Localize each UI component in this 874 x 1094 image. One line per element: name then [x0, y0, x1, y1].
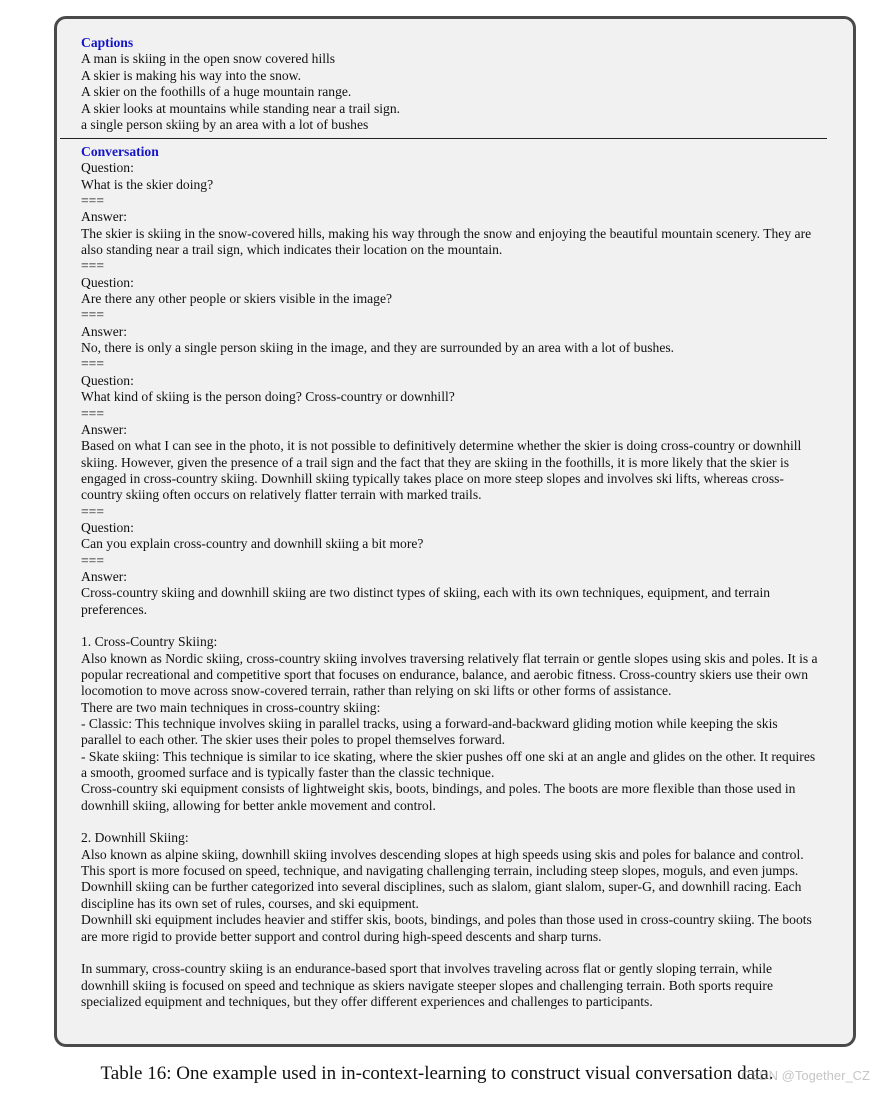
- separator: ===: [81, 405, 104, 421]
- answer-text: No, there is only a single person skiing in the image, and they are surrounded by an area with a lot of bushes.: [81, 340, 675, 356]
- blank-line: [81, 945, 821, 961]
- separator: ===: [81, 193, 104, 209]
- answer-label: Answer:: [81, 323, 128, 339]
- question-text: What kind of skiing is the person doing? Cross-country or downhill?: [81, 389, 455, 405]
- answer-text: The skier is skiing in the snow-covered hills, making his way through the snow and enjoying the beautiful mountain scenery. They are also standing near a trail sign, which indicates their location on the mountain.: [81, 225, 812, 258]
- summary-paragraph: In summary, cross-country skiing is an endurance-based sport that involves traveling across flat or gently sloping terrain, while downhill skiing is focused on speed and technique as skiers navigate steeper slopes and challenging terrain. Both sports require specialized equipment and techniques, but they offer different experiences and challenges to participants.: [81, 961, 773, 1009]
- separator: ===: [81, 552, 104, 568]
- separator: ===: [81, 356, 104, 372]
- downhill-paragraph: Downhill ski equipment includes heavier and stiffer skis, boots, bindings, and poles than those used in cross-country skiing. The boots are more rigid to provide better support and control during high-speed descents and sharp turns.: [81, 912, 812, 944]
- caption-line: A man is skiing in the open snow covered hills: [81, 51, 336, 67]
- question-label: Question:: [81, 274, 134, 290]
- example-box: [54, 16, 856, 1047]
- captions-title: Captions: [81, 35, 134, 50]
- answer-label: Answer:: [81, 209, 128, 225]
- answer-text: Based on what I can see in the photo, it is not possible to definitively determine whether the skier is doing cross-country or downhill skiing. However, given the presence of a trail sign and the fact that they are skiing in the foothills, it is more likely that the skier is engaged in cross-country skiing. Downhill skiing typically takes place on more steep slopes and involves ski lifts, whereas cross-country skiing often occurs on relatively flatter terrain with marked trails.: [81, 438, 802, 503]
- cross-country-paragraph: There are two main techniques in cross-country skiing:: [81, 699, 381, 715]
- separator: ===: [81, 503, 104, 519]
- blank-line: [81, 618, 821, 634]
- blank-line: [81, 814, 821, 830]
- question-text: Are there any other people or skiers visible in the image?: [81, 291, 393, 307]
- cross-country-paragraph: Also known as Nordic skiing, cross-country skiing involves traversing relatively flat terrain or gentle slopes using skis and poles. It is a popular recreational and competitive sport that focuses on endurance, balance, and aerobic fitness. Cross-country skiers use their own locomotion to move across snow-covered terrain, rather than relying on ski lifts or other forms of assistance.: [81, 650, 818, 699]
- answer-label: Answer:: [81, 568, 128, 584]
- question-text: Can you explain cross-country and downhill skiing a bit more?: [81, 536, 424, 552]
- question-label: Question:: [81, 519, 134, 535]
- cross-country-paragraph: - Skate skiing: This technique is similar to ice skating, where the skier pushes off one ski at an angle and glides on the other. It requires a smooth, groomed surface and is typically faster than the classic technique.: [81, 748, 816, 781]
- downhill-paragraph: Also known as alpine skiing, downhill skiing involves descending slopes at high speeds using skis and poles for balance and control. This sport is more focused on speed, technique, and navigating challenging terrain, including steep slopes, moguls, and even jumps.: [81, 846, 804, 879]
- caption-line: A skier on the foothills of a huge mountain range.: [81, 84, 352, 100]
- table-caption: Table 16: One example used in in-context-learning to construct visual conversation data.: [100, 1063, 774, 1084]
- separator: ===: [81, 307, 104, 323]
- conversation-section: [81, 144, 821, 1010]
- separator: ===: [81, 258, 104, 274]
- downhill-heading: 2. Downhill Skiing:: [81, 830, 189, 846]
- caption-line: A skier is making his way into the snow.: [81, 67, 302, 83]
- section-divider: [60, 138, 827, 139]
- answer-label: Answer:: [81, 421, 128, 437]
- captions-section: [81, 35, 821, 133]
- watermark: CSDN @Together_CZ: [741, 1068, 870, 1083]
- question-label: Question:: [81, 160, 134, 176]
- answer-intro: Cross-country skiing and downhill skiing are two distinct types of skiing, each with its own techniques, equipment, and terrain preferences.: [81, 585, 771, 617]
- conversation-title: Conversation: [81, 144, 159, 159]
- downhill-paragraph: Downhill skiing can be further categorized into several disciplines, such as slalom, giant slalom, super-G, and downhill racing. Each discipline has its own set of rules, courses, and ski equipment.: [81, 879, 802, 911]
- caption-line: A skier looks at mountains while standing near a trail sign.: [81, 100, 401, 116]
- caption-line: a single person skiing by an area with a lot of bushes: [81, 117, 369, 133]
- cross-country-paragraph: - Classic: This technique involves skiing in parallel tracks, using a forward-and-backward gliding motion while keeping the skis parallel to each other. The skier uses their poles to propel themselves forward.: [81, 716, 778, 748]
- question-label: Question:: [81, 372, 134, 388]
- question-text: What is the skier doing?: [81, 176, 214, 192]
- cross-country-heading: 1. Cross-Country Skiing:: [81, 634, 218, 650]
- cross-country-paragraph: Cross-country ski equipment consists of lightweight skis, boots, bindings, and poles. The boots are more flexible than those used in downhill skiing, allowing for better ankle movement and control.: [81, 781, 796, 813]
